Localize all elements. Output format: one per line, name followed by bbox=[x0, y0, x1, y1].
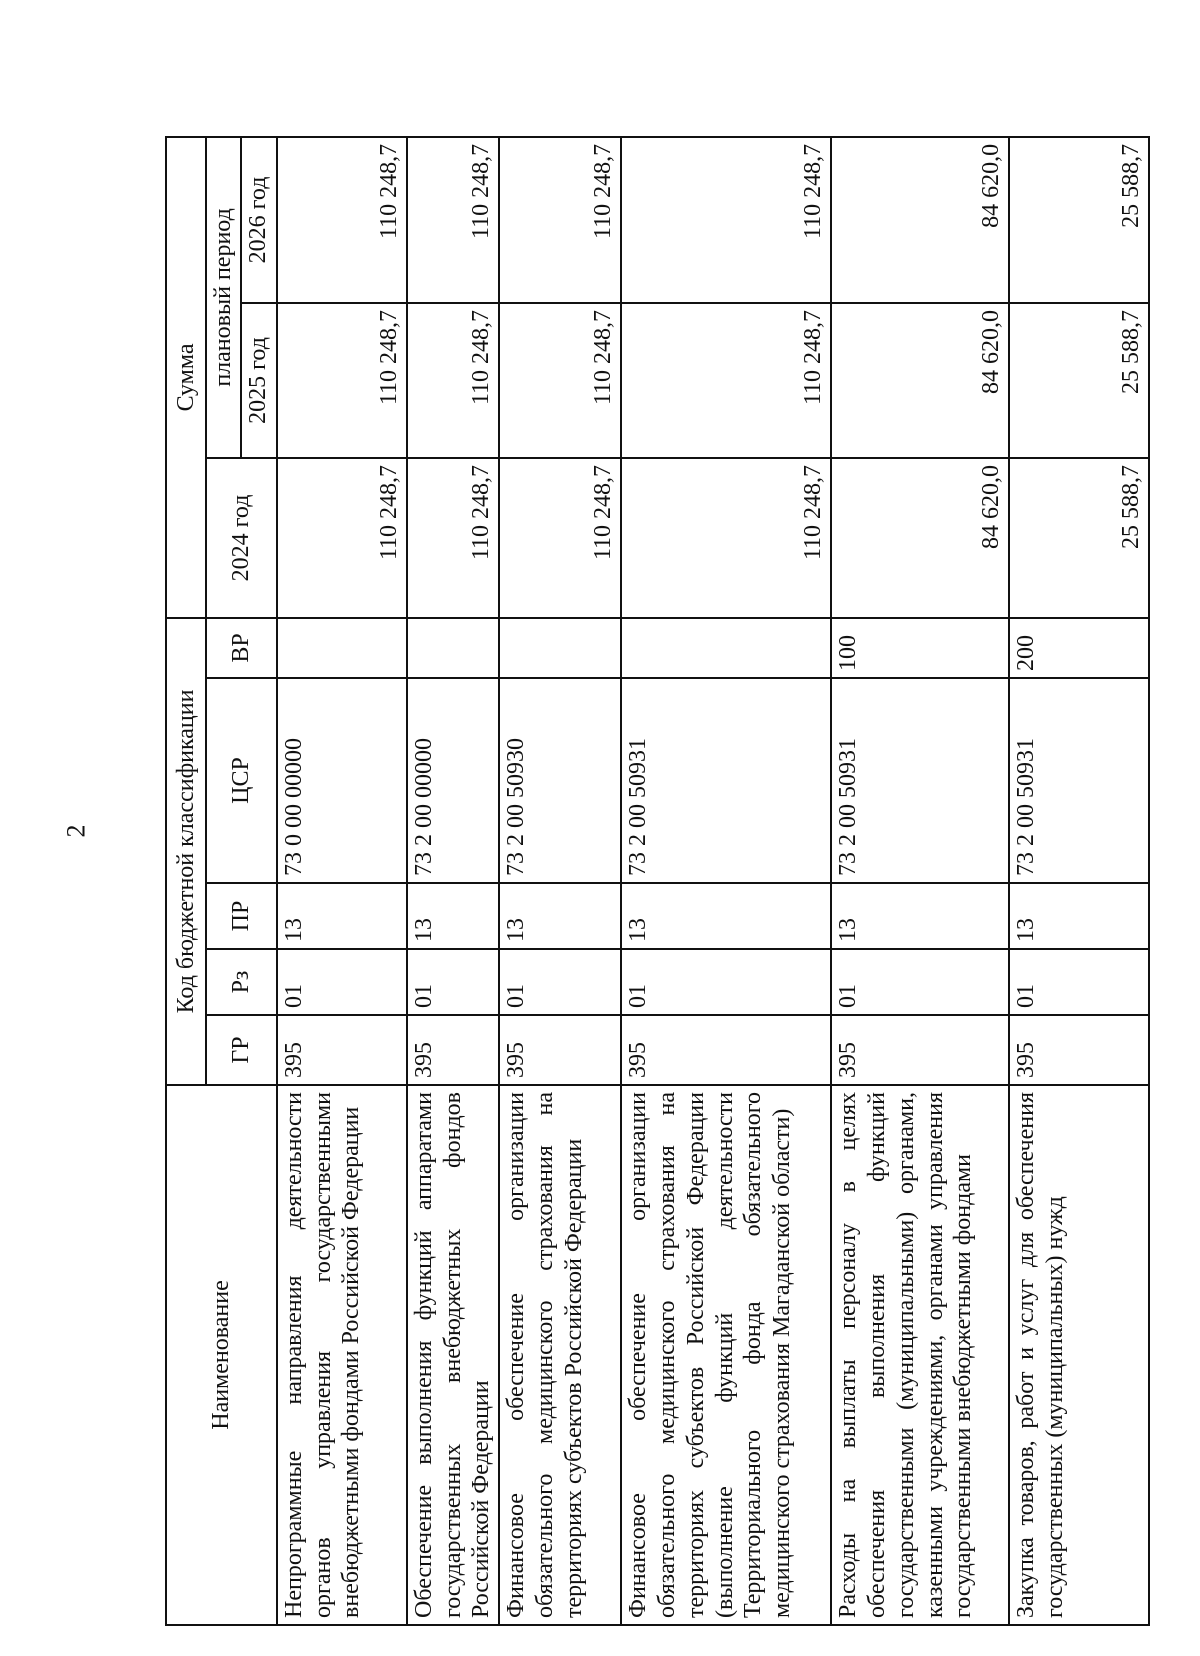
cell-gr: 395 bbox=[621, 1015, 831, 1085]
table-row bbox=[277, 137, 407, 1625]
cell-rz: 01 bbox=[621, 949, 831, 1015]
header-budget-code: Код бюджетной классификации bbox=[166, 618, 206, 1085]
header-pr: ПР bbox=[206, 883, 277, 949]
table-viewport bbox=[165, 138, 1145, 1626]
cell-gr: 395 bbox=[499, 1015, 621, 1085]
cell-2025: 110 248,7 bbox=[621, 303, 831, 458]
cell-name: Расходы на выплаты персоналу в целях обеспечения выполнения функций государственными (муниципальными) органами, казенными учреждениями, органами управления государственными внебюджетными фондами bbox=[831, 1085, 1009, 1625]
cell-2026: 84 620,0 bbox=[831, 137, 1009, 303]
cell-name: Непрограммные направления деятельности органов управления государственными внебюджетными фондами Российской Федерации bbox=[277, 1085, 407, 1625]
table-row bbox=[831, 137, 1009, 1625]
cell-csr: 73 2 00 50931 bbox=[831, 678, 1009, 883]
cell-gr: 395 bbox=[277, 1015, 407, 1085]
cell-rz: 01 bbox=[831, 949, 1009, 1015]
cell-2026: 110 248,7 bbox=[621, 137, 831, 303]
cell-2026: 110 248,7 bbox=[277, 137, 407, 303]
table-row bbox=[407, 137, 499, 1625]
cell-vr bbox=[499, 618, 621, 678]
cell-gr: 395 bbox=[831, 1015, 1009, 1085]
cell-2024: 110 248,7 bbox=[621, 458, 831, 618]
header-2025: 2025 год bbox=[241, 303, 277, 458]
cell-vr bbox=[277, 618, 407, 678]
cell-csr: 73 2 00 50930 bbox=[499, 678, 621, 883]
cell-pr: 13 bbox=[831, 883, 1009, 949]
header-name: Наименование bbox=[166, 1085, 277, 1625]
cell-2024: 110 248,7 bbox=[499, 458, 621, 618]
cell-pr: 13 bbox=[1009, 883, 1149, 949]
cell-name: Обеспечение выполнения функций аппаратами государственных внебюджетных фондов Российской Федерации bbox=[407, 1085, 499, 1625]
cell-2025: 110 248,7 bbox=[277, 303, 407, 458]
header-2024: 2024 год bbox=[206, 458, 277, 618]
header-gr: ГР bbox=[206, 1015, 277, 1085]
cell-csr: 73 0 00 00000 bbox=[277, 678, 407, 883]
header-sum: Сумма bbox=[166, 137, 206, 618]
cell-name: Финансовое обеспечение организации обязательного медицинского страхования на территориях субъектов Российской Федерации bbox=[499, 1085, 621, 1625]
cell-gr: 395 bbox=[1009, 1015, 1149, 1085]
cell-vr bbox=[621, 618, 831, 678]
cell-2026: 110 248,7 bbox=[407, 137, 499, 303]
cell-2024: 25 588,7 bbox=[1009, 458, 1149, 618]
cell-pr: 13 bbox=[407, 883, 499, 949]
cell-csr: 73 2 00 50931 bbox=[621, 678, 831, 883]
cell-pr: 13 bbox=[277, 883, 407, 949]
cell-pr: 13 bbox=[499, 883, 621, 949]
cell-2025: 25 588,7 bbox=[1009, 303, 1149, 458]
cell-2024: 110 248,7 bbox=[277, 458, 407, 618]
header-2026: 2026 год bbox=[241, 137, 277, 303]
cell-rz: 01 bbox=[407, 949, 499, 1015]
cell-csr: 73 2 00 50931 bbox=[1009, 678, 1149, 883]
header-plan-period: плановый период bbox=[206, 137, 241, 458]
cell-2025: 84 620,0 bbox=[831, 303, 1009, 458]
cell-2026: 25 588,7 bbox=[1009, 137, 1149, 303]
header-csr: ЦСР bbox=[206, 678, 277, 883]
cell-rz: 01 bbox=[1009, 949, 1149, 1015]
cell-name: Финансовое обеспечение организации обязательного медицинского страхования на территориях субъектов Российской Федерации (выполнение функций деятельности Территориального фонда обязательного медицинского страхования Магаданской области) bbox=[621, 1085, 831, 1625]
cell-pr: 13 bbox=[621, 883, 831, 949]
cell-2026: 110 248,7 bbox=[499, 137, 621, 303]
cell-vr: 100 bbox=[831, 618, 1009, 678]
cell-2025: 110 248,7 bbox=[499, 303, 621, 458]
header-vr: ВР bbox=[206, 618, 277, 678]
cell-name: Закупка товаров, работ и услуг для обеспечения государственных (муниципальных) нужд bbox=[1009, 1085, 1149, 1625]
cell-2024: 84 620,0 bbox=[831, 458, 1009, 618]
header-rz: Рз bbox=[206, 949, 277, 1015]
cell-rz: 01 bbox=[499, 949, 621, 1015]
page-number: 2 bbox=[61, 824, 91, 838]
cell-vr: 200 bbox=[1009, 618, 1149, 678]
budget-table bbox=[165, 136, 1150, 1626]
cell-csr: 73 2 00 00000 bbox=[407, 678, 499, 883]
table-row bbox=[621, 137, 831, 1625]
cell-gr: 395 bbox=[407, 1015, 499, 1085]
cell-rz: 01 bbox=[277, 949, 407, 1015]
cell-2024: 110 248,7 bbox=[407, 458, 499, 618]
table-row bbox=[499, 137, 621, 1625]
cell-vr bbox=[407, 618, 499, 678]
cell-2025: 110 248,7 bbox=[407, 303, 499, 458]
table-row bbox=[1009, 137, 1149, 1625]
